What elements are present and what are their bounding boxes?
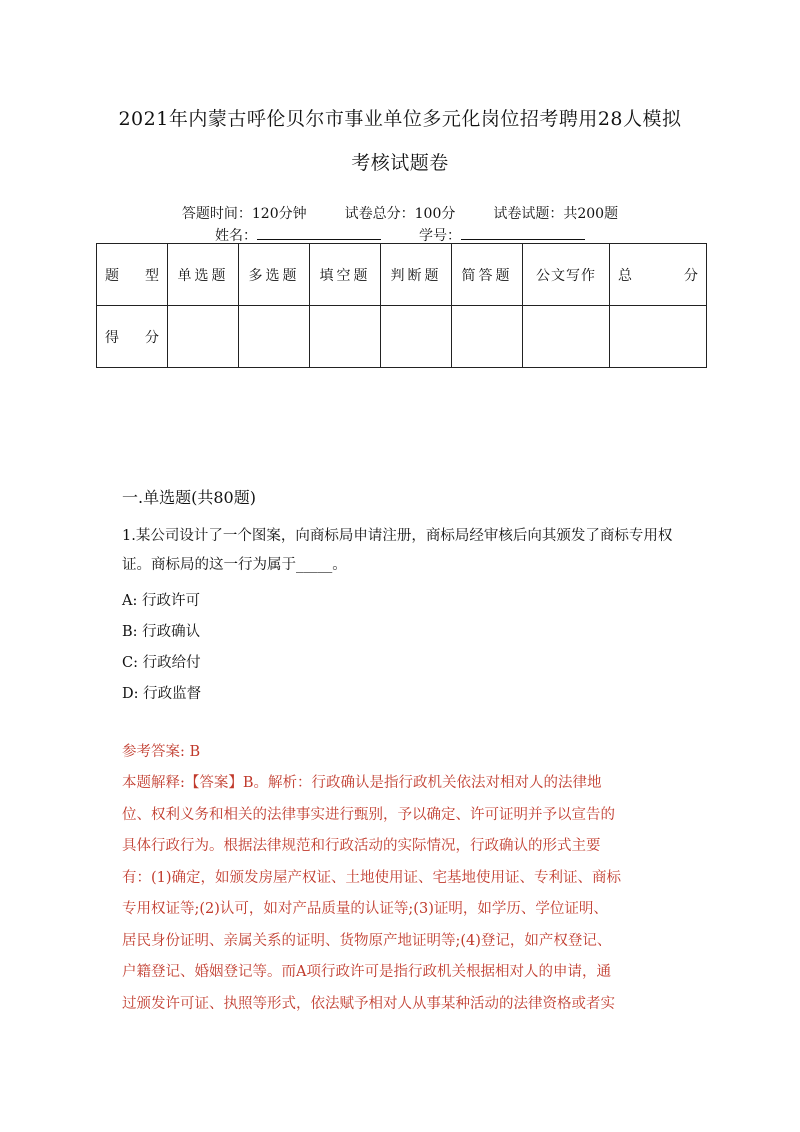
exam-info-line [0, 203, 800, 223]
explanation-line: 过颁发许可证、执照等形式，依法赋予相对人从事某种活动的法律资格或者实 [122, 995, 615, 1012]
score-input-cell[interactable] [610, 306, 707, 368]
table-cell-true-false: 判断题 [381, 244, 452, 306]
table-cell-total: 总 分 [610, 244, 707, 306]
question-text: 1.某公司设计了一个图案，向商标局申请注册，商标局经审核后向其颁发了商标专用权证。商标局的这一行为属于_____。 [122, 528, 673, 573]
table-cell-multiple-choice: 多选题 [239, 244, 310, 306]
page-title-line-2: 考核试题卷 [351, 152, 449, 174]
score-table-score-row [97, 306, 707, 368]
score-input-cell[interactable] [381, 306, 452, 368]
reference-answer: 参考答案: B [122, 744, 201, 760]
explanation-line: 户籍登记、婚姻登记等。而A项行政许可是指行政机关根据相对人的申请，通 [122, 964, 611, 980]
section-title: 一.单选题(共80题) [122, 488, 256, 507]
student-id-blank [461, 227, 585, 240]
score-table-header-row [97, 244, 707, 306]
option-a: A: 行政许可 [122, 593, 200, 609]
option-b: B: 行政确认 [122, 624, 201, 640]
option-d: D: 行政监督 [122, 686, 202, 702]
explanation-line: 位、权利义务和相关的法律事实进行甄别，予以确定、许可证明并予以宣告的 [122, 806, 615, 823]
explanation-line: 有：(1)确定，如颁发房屋产权证、土地使用证、宅基地使用证、专利证、商标 [122, 869, 622, 886]
option-c: C: 行政给付 [122, 655, 201, 671]
table-cell-short-answer: 简答题 [452, 244, 523, 306]
explanation-line: 本题解释:【答案】B。解析：行政确认是指行政机关依法对相对人的法律地 [122, 775, 602, 791]
explanation-line: 居民身份证明、亲属关系的证明、货物原产地证明等;(4)登记，如产权登记、 [122, 932, 612, 949]
page-title-line-1: 2021年内蒙古呼伦贝尔市事业单位多元化岗位招考聘用28人模拟 [118, 108, 682, 130]
exam-total-questions: 试卷试题：共200题 [493, 206, 619, 222]
score-input-cell[interactable] [523, 306, 610, 368]
student-info-line [0, 225, 800, 245]
score-input-cell[interactable] [452, 306, 523, 368]
score-table [96, 243, 707, 368]
table-cell-score-label: 得 分 [97, 306, 168, 368]
name-blank [257, 227, 381, 240]
student-id-label: 学号： [419, 228, 461, 244]
table-cell-document-writing: 公文写作 [523, 244, 610, 306]
score-input-cell[interactable] [310, 306, 381, 368]
table-cell-type-label: 题 型 [97, 244, 168, 306]
table-cell-fill-blank: 填空题 [310, 244, 381, 306]
explanation-line: 具体行政行为。根据法律规范和行政活动的实际情况，行政确认的形式主要 [122, 838, 601, 854]
score-input-cell[interactable] [239, 306, 310, 368]
option-list [122, 586, 201, 710]
score-input-cell[interactable] [168, 306, 239, 368]
exam-total-score: 试卷总分：100分 [344, 206, 456, 222]
answer-explanation [122, 768, 680, 1020]
exam-time: 答题时间：120分钟 [181, 206, 307, 222]
name-label: 姓名： [215, 228, 257, 244]
explanation-line: 专用权证等;(2)认可，如对产品质量的认证等;(3)证明，如学历、学位证明、 [122, 901, 608, 917]
table-cell-single-choice: 单选题 [168, 244, 239, 306]
